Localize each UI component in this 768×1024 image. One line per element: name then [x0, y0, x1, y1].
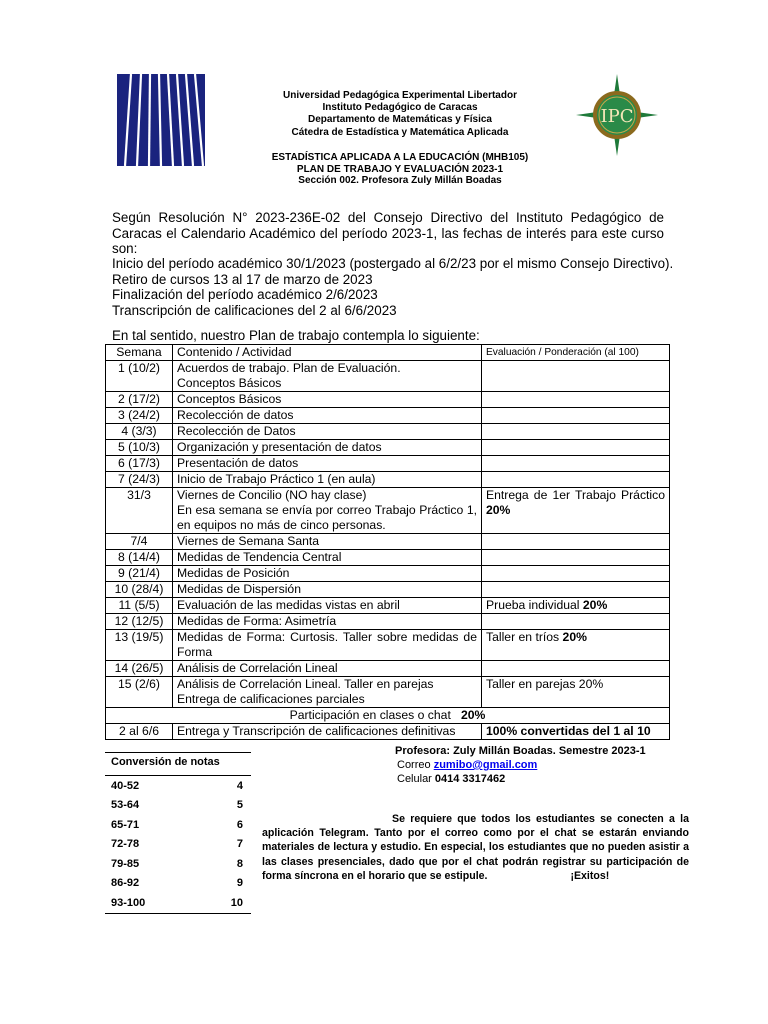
evaluation-cell	[482, 630, 670, 661]
content-cell	[173, 661, 482, 677]
participation-row	[106, 708, 670, 724]
content-line: Inicio de Trabajo Práctico 1 (en aula)	[177, 472, 376, 486]
evaluation-cell	[482, 472, 670, 488]
content-line: Viernes de Semana Santa	[177, 534, 320, 548]
conversion-row	[105, 874, 251, 894]
conversion-rows	[105, 776, 251, 914]
table-row	[106, 440, 670, 456]
week-cell: 6 (17/3)	[106, 456, 173, 472]
table-row	[106, 424, 670, 440]
week-cell: 7 (24/3)	[106, 472, 173, 488]
table-row	[106, 661, 670, 677]
evaluation-weight: 20%	[562, 630, 587, 644]
table-header-row	[106, 345, 670, 361]
week-cell: 1 (10/2)	[106, 361, 173, 392]
content-line: Presentación de datos	[177, 456, 299, 470]
email-line	[397, 759, 537, 771]
score-range: 40-52	[111, 779, 140, 792]
evaluation-cell	[482, 361, 670, 392]
week-cell: 11 (5/5)	[106, 598, 173, 614]
evaluation-weight: 20%	[582, 598, 608, 612]
phone-number: 0414 3317462	[434, 773, 506, 785]
week-cell: 14 (26/5)	[106, 661, 173, 677]
evaluation-cell	[482, 614, 670, 630]
content-cell	[173, 408, 482, 424]
header-line: Departamento de Matemáticas y Física	[308, 114, 492, 126]
content-line: Medidas de Forma: Asimetría	[177, 614, 337, 628]
grade-value: 8	[236, 857, 243, 870]
content-cell	[173, 598, 482, 614]
table-row	[106, 614, 670, 630]
score-range: 53-64	[111, 799, 140, 812]
week-cell: 7/4	[106, 534, 173, 550]
evaluation-cell	[482, 661, 670, 677]
content-cell	[173, 361, 482, 392]
score-range: 86-92	[111, 877, 140, 890]
table-row	[106, 408, 670, 424]
email-link[interactable]: zumibo@gmail.com	[433, 759, 538, 771]
course-line: PLAN DE TRABAJO Y EVALUACIÓN 2023-1	[296, 163, 504, 175]
date-item: Inicio del período académico 30/1/2023 (postergado al 6/2/23 por el mismo Consejo Directivo).	[112, 256, 674, 271]
week-cell: 31/3	[106, 488, 173, 534]
content-line: Recolección de Datos	[177, 424, 296, 438]
table-row	[106, 630, 670, 661]
content-line: Medidas de Tendencia Central	[177, 550, 342, 564]
content-line: Organización y presentación de datos	[177, 440, 382, 454]
plan-lead: En tal sentido, nuestro Plan de trabajo contempla lo siguiente:	[112, 328, 480, 343]
content-cell	[173, 488, 482, 534]
table-row	[106, 361, 670, 392]
week-cell: 3 (24/2)	[106, 408, 173, 424]
week-cell: 5 (10/3)	[106, 440, 173, 456]
content-cell	[173, 582, 482, 598]
table-row	[106, 598, 670, 614]
evaluation-cell	[482, 534, 670, 550]
content-line: Recolección de datos	[177, 408, 294, 422]
evaluation-cell	[482, 566, 670, 582]
table-row	[106, 472, 670, 488]
week-cell: 4 (3/3)	[106, 424, 173, 440]
content-cell	[173, 392, 482, 408]
content-line: Análisis de Correlación Lineal	[177, 661, 338, 675]
participation-text: Participación en clases o chat	[289, 708, 461, 722]
content-line: En esa semana se envía por correo Trabajo Práctico 1, en equipos no más de cinco personas.	[177, 503, 477, 532]
conversion-table	[105, 752, 251, 914]
professor-line: Profesora: Zuly Millán Boadas. Semestre 2023-1	[395, 745, 646, 757]
table-row	[106, 566, 670, 582]
evaluation-cell	[482, 440, 670, 456]
content-line: Acuerdos de trabajo. Plan de Evaluación.	[177, 361, 401, 375]
date-item: Finalización del período académico 2/6/2023	[112, 287, 378, 302]
grade-value: 4	[236, 779, 243, 792]
evaluation-cell	[482, 424, 670, 440]
evaluation-cell	[482, 392, 670, 408]
content-line: Conceptos Básicos	[177, 376, 282, 390]
content-cell	[173, 630, 482, 661]
phone-label: Celular	[397, 773, 435, 785]
content-cell	[173, 614, 482, 630]
header-line: Instituto Pedagógico de Caracas	[322, 102, 478, 114]
dates-list	[112, 256, 674, 318]
table-row	[106, 582, 670, 598]
conversion-row	[105, 893, 251, 914]
content-cell	[173, 677, 482, 708]
course-title	[230, 152, 570, 187]
conversion-title: Conversión de notas	[105, 752, 251, 776]
table-row	[106, 456, 670, 472]
score-range: 79-85	[111, 857, 140, 870]
conversion-row	[105, 796, 251, 816]
week-cell: 10 (28/4)	[106, 582, 173, 598]
evaluation-cell	[482, 598, 670, 614]
closing-text: ¡Exitos!	[570, 869, 610, 882]
content-line: Conceptos Básicos	[177, 392, 282, 406]
content-cell	[173, 472, 482, 488]
week-cell: 2 (17/2)	[106, 392, 173, 408]
plan-table	[105, 344, 670, 740]
week-cell: 8 (14/4)	[106, 550, 173, 566]
upel-logo	[117, 74, 205, 166]
final-row	[106, 724, 670, 740]
participation-weight: 20%	[461, 708, 486, 722]
header-line: Cátedra de Estadística y Matemática Aplicada	[291, 126, 509, 138]
evaluation-text: Taller en tríos	[486, 630, 563, 644]
evaluation-cell	[482, 550, 670, 566]
grade-value: 10	[230, 896, 243, 909]
table-row	[106, 392, 670, 408]
conversion-row	[105, 835, 251, 855]
evaluation-cell	[482, 456, 670, 472]
table-row	[106, 534, 670, 550]
conversion-row	[105, 776, 251, 796]
content-cell	[173, 534, 482, 550]
content-line: Entrega de calificaciones parciales	[177, 692, 365, 706]
week-cell: 9 (21/4)	[106, 566, 173, 582]
content-line: Evaluación de las medidas vistas en abril	[177, 598, 400, 612]
grade-value: 9	[236, 877, 243, 890]
content-line: Medidas de Dispersión	[177, 582, 301, 596]
score-range: 65-71	[111, 818, 140, 831]
note-text: Se requiere que todos los estudiantes se conecten a la aplicación Telegram. Tanto por el correo como por el chat se estarán enviando materiales de lectura y estudio. En especial, los estudiantes que no pueden asistir a las clases presenciales, dado que por el chat podrán registrar su participación de forma síncrona en el horario que se estipule.	[262, 813, 689, 882]
conversion-row	[105, 854, 251, 874]
course-line: ESTADÍSTICA APLICADA A LA EDUCACIÓN (MHB105)	[271, 152, 529, 163]
conversion-row	[105, 815, 251, 835]
course-line: Sección 002. Profesora Zuly Millán Boadas	[298, 175, 502, 186]
header-evaluation: Evaluación / Ponderación (al 100)	[482, 345, 670, 361]
score-range: 93-100	[111, 896, 146, 909]
week-cell: 12 (12/5)	[106, 614, 173, 630]
evaluation-cell	[482, 408, 670, 424]
evaluation-cell	[482, 488, 670, 534]
header-line: Universidad Pedagógica Experimental Libertador	[283, 90, 517, 101]
evaluation-weight: 100% convertidas del 1 al 10	[486, 724, 651, 738]
evaluation-text: Taller en parejas 20%	[486, 677, 604, 691]
evaluation-text: Prueba individual	[486, 598, 583, 612]
week-cell: 13 (19/5)	[106, 630, 173, 661]
email-label: Correo	[397, 759, 434, 771]
telegram-note	[262, 812, 689, 883]
date-item: Transcripción de calificaciones del 2 al 6/6/2023	[112, 302, 397, 318]
week-cell: 15 (2/6)	[106, 677, 173, 708]
participation-cell	[106, 708, 670, 724]
content-cell	[173, 550, 482, 566]
intro-paragraph: Según Resolución N° 2023-236E-02 del Consejo Directivo del Instituto Pedagógico de Caracas el Calendario Académico del período 2023-1, las fechas de interés para este curso son:	[112, 210, 664, 256]
evaluation-weight: 20%	[486, 503, 511, 517]
evaluation-cell	[482, 582, 670, 598]
week-cell: 2 al 6/6	[106, 724, 173, 740]
content-cell	[173, 440, 482, 456]
date-item: Retiro de cursos 13 al 17 de marzo de 2023	[112, 271, 373, 287]
header-week: Semana	[106, 345, 173, 361]
grade-value: 7	[236, 838, 243, 851]
grade-value: 6	[236, 818, 243, 831]
content-cell: Entrega y Transcripción de calificaciones definitivas	[173, 724, 482, 740]
content-cell	[173, 566, 482, 582]
ipc-logo-text: IPC	[600, 106, 634, 127]
content-cell	[173, 456, 482, 472]
institution-header	[230, 90, 570, 139]
content-line: Análisis de Correlación Lineal. Taller en parejas	[177, 677, 434, 691]
score-range: 72-78	[111, 838, 140, 851]
table-row	[106, 677, 670, 708]
table-row	[106, 550, 670, 566]
table-row	[106, 488, 670, 534]
header-content: Contenido / Actividad	[173, 345, 482, 361]
content-cell	[173, 424, 482, 440]
grade-value: 5	[236, 799, 243, 812]
content-line: Viernes de Concilio (NO hay clase)	[177, 488, 367, 502]
ipc-logo	[574, 72, 660, 158]
phone-line	[397, 773, 505, 785]
content-line: Medidas de Forma: Curtosis. Taller sobre medidas de Forma	[177, 630, 477, 659]
evaluation-cell	[482, 724, 670, 740]
evaluation-cell	[482, 677, 670, 708]
evaluation-text: Entrega de 1er Trabajo Práctico	[486, 488, 665, 502]
content-line: Medidas de Posición	[177, 566, 290, 580]
plan-table-body	[106, 361, 670, 740]
